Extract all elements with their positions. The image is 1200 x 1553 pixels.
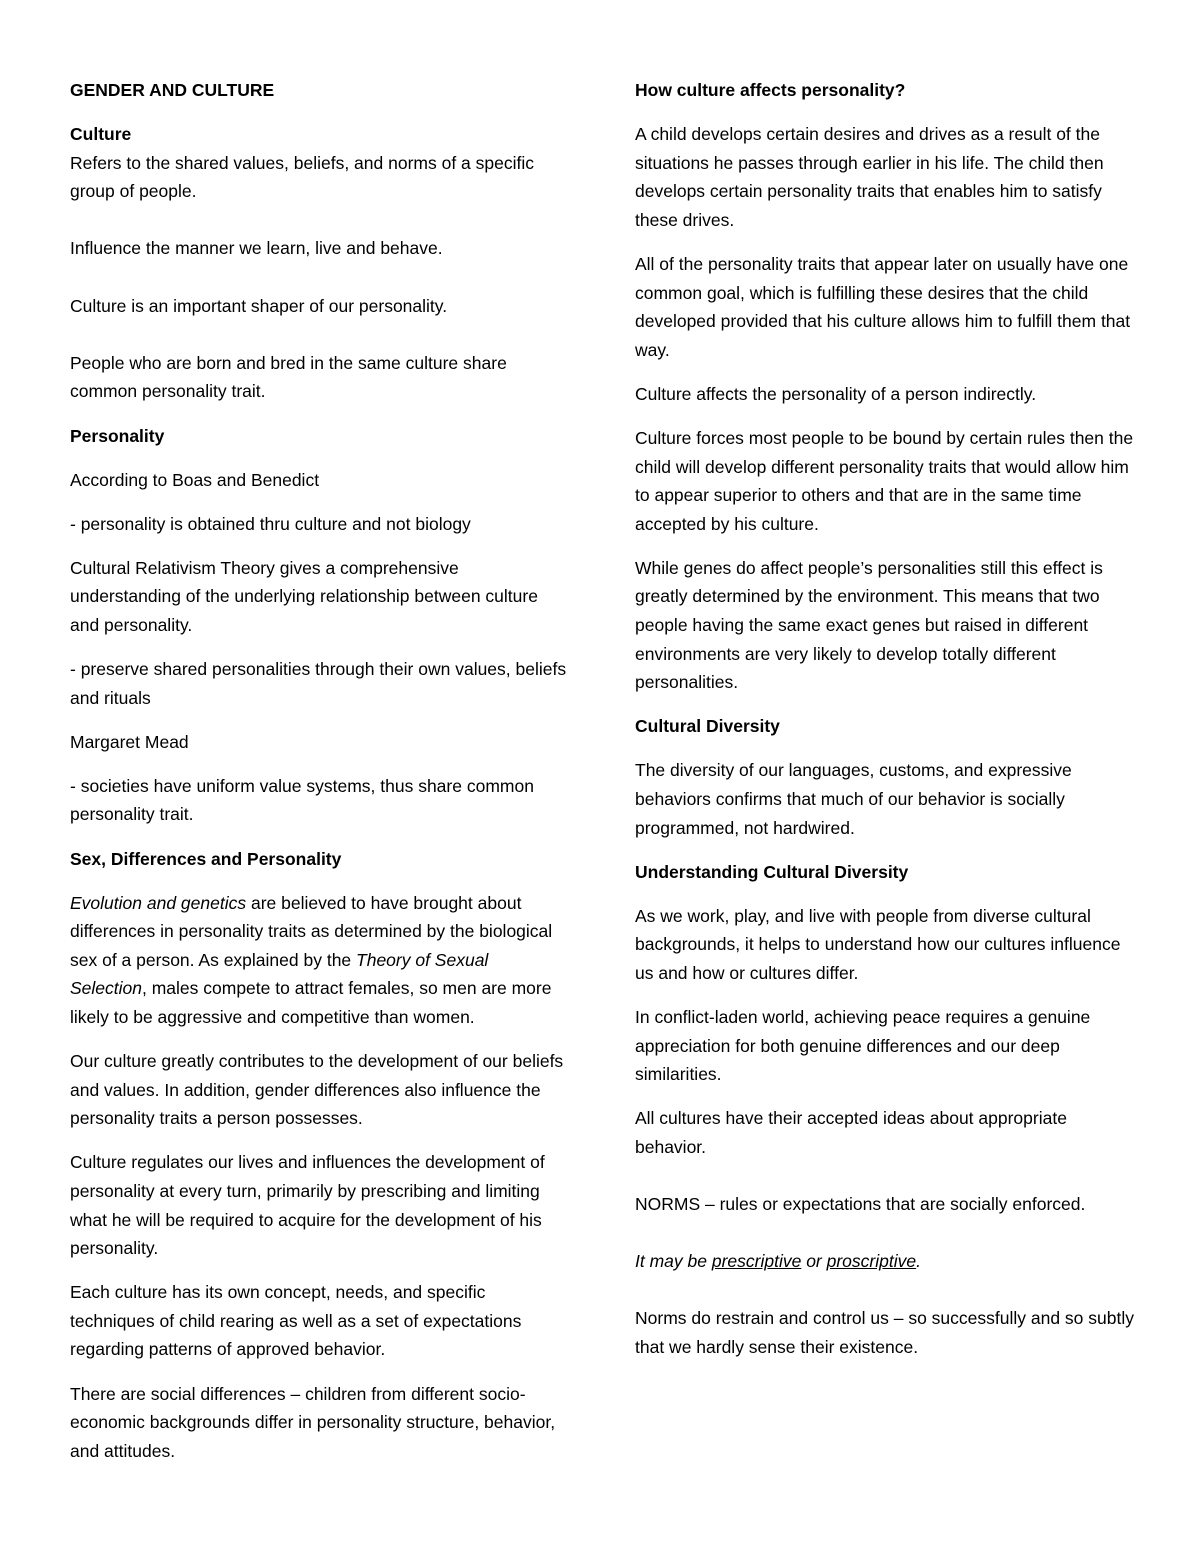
document-title: GENDER AND CULTURE: [70, 80, 275, 100]
left-column: [70, 76, 570, 1465]
sex-differences-heading: Sex, Differences and Personality: [70, 848, 342, 869]
culture-shaper: Culture is an important shaper of our personality.: [70, 295, 448, 316]
norms-definition: NORMS – rules or expectations that are socially enforced.: [635, 1194, 1086, 1215]
sex-paragraph-5: There are social differences – children from different socio-economic backgrounds differ in personality structure, behavior, and attitudes.: [70, 1383, 556, 1461]
understanding-paragraph-2: In conflict-laden world, achieving peace requires a genuine appreciation for both genuine differences and our deep similarities.: [635, 1007, 1091, 1085]
boas-point: - personality is obtained thru culture and not biology: [70, 513, 471, 534]
mead-point: - societies have uniform value systems, thus share common personality trait.: [70, 775, 534, 825]
prescriptive-text: prescriptive: [711, 1251, 802, 1272]
sex-paragraph-1: [70, 889, 570, 1032]
relativism-paragraph: Cultural Relativism Theory gives a comprehensive understanding of the underlying relationship between culture and personality.: [70, 557, 538, 635]
how-paragraph-2: All of the personality traits that appear later on usually have one common goal, which is fulfilling these desires that the child developed provided that his culture allows him to fulfill them that way.: [635, 253, 1131, 360]
understanding-diversity-heading: Understanding Cultural Diversity: [635, 861, 909, 882]
norms-type-lead: It may be: [635, 1251, 712, 1272]
how-paragraph-3: Culture affects the personality of a person indirectly.: [635, 383, 1037, 404]
boas-benedict: According to Boas and Benedict: [70, 469, 320, 490]
cultural-diversity-heading: Cultural Diversity: [635, 716, 780, 737]
culture-heading: Culture: [70, 124, 132, 145]
sex-paragraph-2: Our culture greatly contributes to the development of our beliefs and values. In addition, gender differences also influence the personality traits a person possesses.: [70, 1051, 564, 1129]
proscriptive-text: proscriptive: [826, 1251, 917, 1272]
sexual-selection-text: Theory of Sexual Selection: [70, 949, 489, 999]
diversity-paragraph: The diversity of our languages, customs, and expressive behaviors confirms that much of our behavior is socially programmed, not hardwired.: [635, 760, 1072, 838]
personality-heading: Personality: [70, 425, 165, 446]
understanding-paragraph-3: All cultures have their accepted ideas about appropriate behavior.: [635, 1108, 1067, 1157]
culture-definition: Refers to the shared values, beliefs, and norms of a specific group of people.: [70, 152, 534, 202]
sex-paragraph-1-part-1: are believed to have brought about differences in personality traits as determined by the biological sex of a person. As explained by the: [70, 892, 553, 970]
how-paragraph-1: A child develops certain desires and drives as a result of the situations he passes through earlier in his life. The child then develops certain personality traits that enables him to satisfy these drives.: [635, 124, 1104, 230]
relativism-point: - preserve shared personalities through their own values, beliefs and rituals: [70, 659, 567, 708]
how-culture-heading: How culture affects personality?: [635, 80, 906, 100]
how-paragraph-5: While genes do affect people’s personalities still this effect is greatly determined by the environment. This means that two people having the same exact genes but raised in different environments are very likely to develop totally different personalities.: [635, 557, 1103, 693]
sex-paragraph-4: Each culture has its own concept, needs, and specific techniques of child rearing as well as a set of expectations regarding patterns of approved behavior.: [70, 1282, 522, 1360]
how-paragraph-4: Culture forces most people to be bound by certain rules then the child will develop different personality traits that would allow him to appear superior to others and that are in the same time accepted by his culture.: [635, 427, 1134, 534]
evolution-genetics-text: Evolution and genetics: [70, 892, 247, 913]
culture-influence: Influence the manner we learn, live and behave.: [70, 238, 443, 259]
culture-shared-trait: People who are born and bred in the same culture share common personality trait.: [70, 352, 507, 402]
right-column: [635, 76, 1135, 1362]
norms-type-end: .: [916, 1251, 921, 1272]
norms-type-or: or: [801, 1251, 827, 1272]
understanding-paragraph-1: As we work, play, and live with people from diverse cultural backgrounds, it helps to understand how our cultures influence us and how or cultures differ.: [635, 905, 1121, 983]
sex-paragraph-3: Culture regulates our lives and influences the development of personality at every turn, primarily by prescribing and limiting what he will be required to acquire for the development of his personality.: [70, 1152, 545, 1259]
norms-restrain: Norms do restrain and control us – so successfully and so subtly that we hardly sense their existence.: [635, 1308, 1134, 1358]
sex-paragraph-1-part-2: , males compete to attract females, so men are more likely to be aggressive and competitive than women.: [70, 978, 552, 1028]
norms-type: [635, 1247, 1135, 1276]
margaret-mead: Margaret Mead: [70, 731, 189, 752]
